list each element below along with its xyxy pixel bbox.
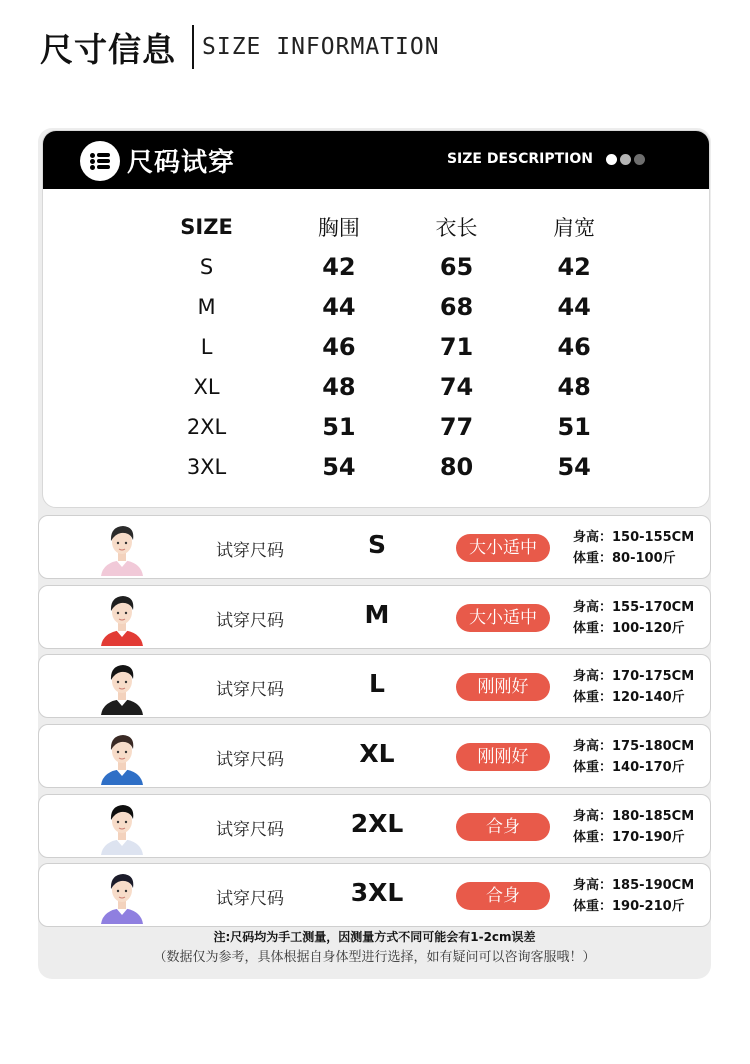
height-text: 身高：185-190CM <box>573 878 695 893</box>
weight-text: 体重：100-120斤 <box>573 621 685 636</box>
model-avatar <box>97 520 147 576</box>
table-row <box>133 447 633 487</box>
size-cell: L <box>200 335 213 359</box>
column-header: 胸围 <box>317 216 360 240</box>
size-cell: M <box>197 295 216 319</box>
table-row <box>133 247 633 287</box>
size-table-header <box>133 207 633 247</box>
model-avatar <box>97 868 147 924</box>
measure-cell: 54 <box>322 453 356 481</box>
tryon-size: 2XL <box>350 809 404 838</box>
fit-badge: 大小适中 <box>456 534 550 562</box>
size-card-title: 尺码试穿 <box>127 148 236 178</box>
tryon-size: M <box>364 600 390 629</box>
measure-cell: 51 <box>557 413 591 441</box>
body-stats <box>573 597 694 639</box>
table-row <box>133 327 633 367</box>
size-table <box>133 207 633 487</box>
size-cell: S <box>199 255 214 279</box>
tryon-row <box>38 863 711 927</box>
body-stats <box>573 527 694 569</box>
size-cell: XL <box>193 375 220 399</box>
weight-text: 体重：170-190斤 <box>573 830 685 845</box>
size-card <box>42 130 710 508</box>
tryon-label: 试穿尺码 <box>216 750 284 770</box>
weight-text: 体重：190-210斤 <box>573 899 685 914</box>
fit-badge: 刚刚好 <box>456 743 550 771</box>
tryon-row <box>38 724 711 788</box>
body-stats <box>573 875 694 917</box>
tryon-size: 3XL <box>350 878 404 907</box>
tryon-label: 试穿尺码 <box>216 820 284 840</box>
column-header: SIZE <box>180 215 233 239</box>
weight-text: 体重：120-140斤 <box>573 690 685 705</box>
reference-note: （数据仅为参考，具体根据自身体型进行选择，如有疑问可以咨询客服哦！） <box>153 950 596 965</box>
pager-dots <box>606 154 645 165</box>
tryon-size: L <box>369 669 385 698</box>
body-stats <box>573 736 694 778</box>
height-text: 身高：170-175CM <box>573 669 695 684</box>
column-header: 肩宽 <box>553 216 596 240</box>
tryon-label: 试穿尺码 <box>216 680 284 700</box>
measure-cell: 42 <box>557 253 591 281</box>
tryon-size: S <box>367 530 386 559</box>
table-row <box>133 367 633 407</box>
size-cell: 2XL <box>186 415 227 439</box>
measurement-note: 注:尺码均为手工测量，因测量方式不同可能会有1-2cm误差 <box>213 930 536 944</box>
tryon-row <box>38 585 711 649</box>
measure-cell: 42 <box>322 253 356 281</box>
fit-badge: 刚刚好 <box>456 673 550 701</box>
tryon-row <box>38 654 711 718</box>
measure-cell: 48 <box>322 373 356 401</box>
measure-cell: 54 <box>557 453 591 481</box>
size-card-header <box>43 131 709 189</box>
body-stats <box>573 666 694 708</box>
tryon-size: XL <box>359 739 395 768</box>
tryon-label: 试穿尺码 <box>216 611 284 631</box>
dot-icon <box>606 154 617 165</box>
fit-badge: 合身 <box>456 813 550 841</box>
tryon-label: 试穿尺码 <box>216 541 284 561</box>
title-divider <box>192 25 194 69</box>
tryon-row <box>38 515 711 579</box>
measure-cell: 65 <box>439 253 474 281</box>
fit-badge: 大小适中 <box>456 604 550 632</box>
page-title: 尺寸信息 <box>40 29 176 69</box>
weight-text: 体重：80-100斤 <box>573 551 676 566</box>
table-row <box>133 407 633 447</box>
table-row <box>133 287 633 327</box>
height-text: 身高：180-185CM <box>573 809 695 824</box>
weight-text: 体重：140-170斤 <box>573 760 685 775</box>
measure-cell: 46 <box>557 333 591 361</box>
fit-badge: 合身 <box>456 882 550 910</box>
model-avatar <box>97 590 147 646</box>
measure-cell: 44 <box>322 293 356 321</box>
page-subtitle: SIZE INFORMATION <box>202 34 440 60</box>
page-header <box>40 24 440 70</box>
height-text: 身高：175-180CM <box>573 739 695 754</box>
measure-cell: 51 <box>322 413 356 441</box>
dot-icon <box>634 154 645 165</box>
measure-cell: 77 <box>439 413 474 441</box>
body-stats <box>573 806 694 848</box>
measure-cell: 74 <box>439 373 474 401</box>
height-text: 身高：150-155CM <box>573 530 695 545</box>
measure-cell: 71 <box>439 333 474 361</box>
model-avatar <box>97 659 147 715</box>
model-avatar <box>97 799 147 855</box>
size-cell: 3XL <box>186 455 227 479</box>
height-text: 身高：155-170CM <box>573 600 695 615</box>
measure-cell: 68 <box>439 293 474 321</box>
measure-cell: 80 <box>439 453 474 481</box>
list-icon <box>80 141 120 181</box>
size-card-subtitle: SIZE DESCRIPTION <box>446 151 593 167</box>
measure-cell: 44 <box>557 293 591 321</box>
tryon-label: 试穿尺码 <box>216 889 284 909</box>
measure-cell: 48 <box>557 373 591 401</box>
tryon-row <box>38 794 711 858</box>
dot-icon <box>620 154 631 165</box>
measure-cell: 46 <box>322 333 356 361</box>
column-header: 衣长 <box>435 216 478 240</box>
model-avatar <box>97 729 147 785</box>
